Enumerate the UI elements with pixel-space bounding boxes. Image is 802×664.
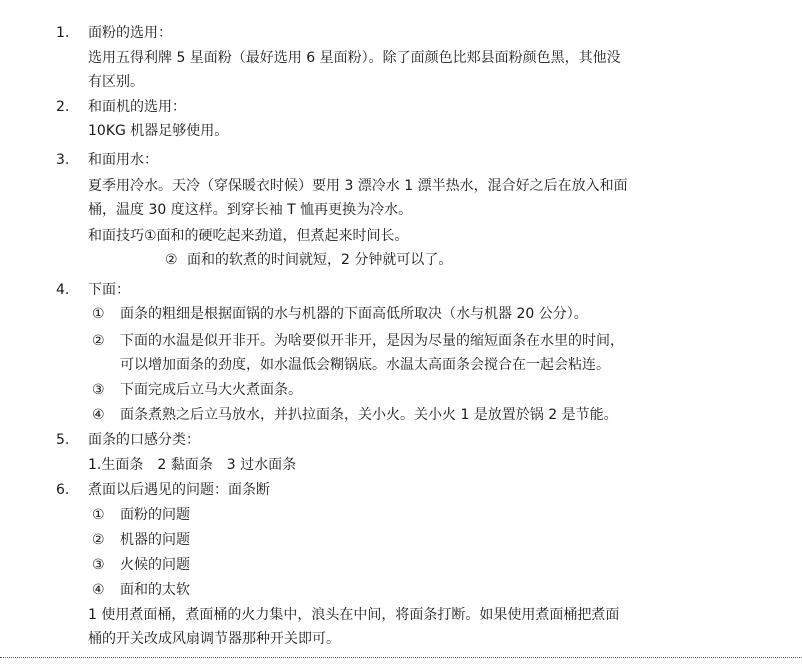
circled-marker: ③ bbox=[92, 557, 105, 573]
list-item-text: 下面的水温是似开非开。为啥要似开非开，是因为尽量的缩短面条在水里的时间， bbox=[120, 333, 624, 349]
list-item-text: 机器的问题 bbox=[120, 532, 190, 548]
list-item-text: 面条的粗细是根据面锅的水与机器的下面高低所取决（水与机器 20 公分）。 bbox=[120, 306, 588, 322]
tip-text: 面和的软煮的时间就短，2 分钟就可以了。 bbox=[187, 252, 453, 268]
paragraph-line: 1.生面条 2 黏面条 3 过水面条 bbox=[88, 457, 297, 473]
section-number: 1. bbox=[56, 25, 70, 41]
section-number: 3. bbox=[56, 152, 70, 168]
list-item-text: 面粉的问题 bbox=[120, 507, 190, 523]
list-item-text: 面和的太软 bbox=[120, 582, 190, 598]
list-item-text: 火候的问题 bbox=[120, 557, 190, 573]
section-title: 煮面以后遇见的问题：面条断 bbox=[88, 482, 270, 498]
paragraph-line: 10KG 机器足够使用。 bbox=[88, 123, 229, 139]
paragraph-line: 1 使用煮面桶，煮面桶的火力集中，浪头在中间，将面条打断。如果使用煮面桶把煮面 bbox=[88, 607, 620, 623]
section-number: 6. bbox=[56, 482, 70, 498]
section-title: 和面机的选用： bbox=[88, 99, 186, 115]
paragraph-line: 桶，温度 30 度这样。到穿长袖 T 恤再更换为冷水。 bbox=[88, 202, 413, 218]
list-item-text: 下面完成后立马大火煮面条。 bbox=[120, 382, 302, 398]
section-title: 面粉的选用： bbox=[88, 25, 172, 41]
section-number: 5. bbox=[56, 432, 70, 448]
tip-marker: ② bbox=[165, 252, 178, 268]
circled-marker: ② bbox=[92, 532, 105, 548]
circled-marker: ④ bbox=[92, 582, 105, 598]
section-number: 2. bbox=[56, 99, 70, 115]
paragraph-line: 和面技巧①面和的硬吃起来劲道，但煮起来时间长。 bbox=[88, 228, 409, 244]
paragraph-line: 夏季用冷水。天冷（穿保暖衣时候）要用 3 漂冷水 1 漂半热水，混合好之后在放入和面 bbox=[88, 178, 628, 194]
circled-marker: ① bbox=[92, 507, 105, 523]
paragraph-line: 有区别。 bbox=[88, 74, 144, 90]
section-title: 下面： bbox=[88, 282, 130, 298]
circled-marker: ③ bbox=[92, 382, 105, 398]
circled-marker: ② bbox=[92, 333, 105, 349]
list-item-text: 可以增加面条的劲度，如水温低会糊锅底。水温太高面条会搅合在一起会粘连。 bbox=[120, 357, 610, 373]
section-number: 4. bbox=[56, 282, 70, 298]
circled-marker: ① bbox=[92, 306, 105, 322]
page-cutoff-divider bbox=[0, 657, 802, 658]
section-title: 和面用水： bbox=[88, 152, 158, 168]
list-item-text: 面条煮熟之后立马放水，并扒拉面条，关小火。关小火 1 是放置於锅 2 是节能。 bbox=[120, 407, 618, 423]
section-title: 面条的口感分类： bbox=[88, 432, 200, 448]
paragraph-line: 桶的开关改成风扇调节器那种开关即可。 bbox=[88, 631, 340, 647]
paragraph-line: 选用五得利牌 5 星面粉（最好选用 6 星面粉）。除了面颜色比郏县面粉颜色黑，其他没 bbox=[88, 50, 621, 66]
circled-marker: ④ bbox=[92, 407, 105, 423]
